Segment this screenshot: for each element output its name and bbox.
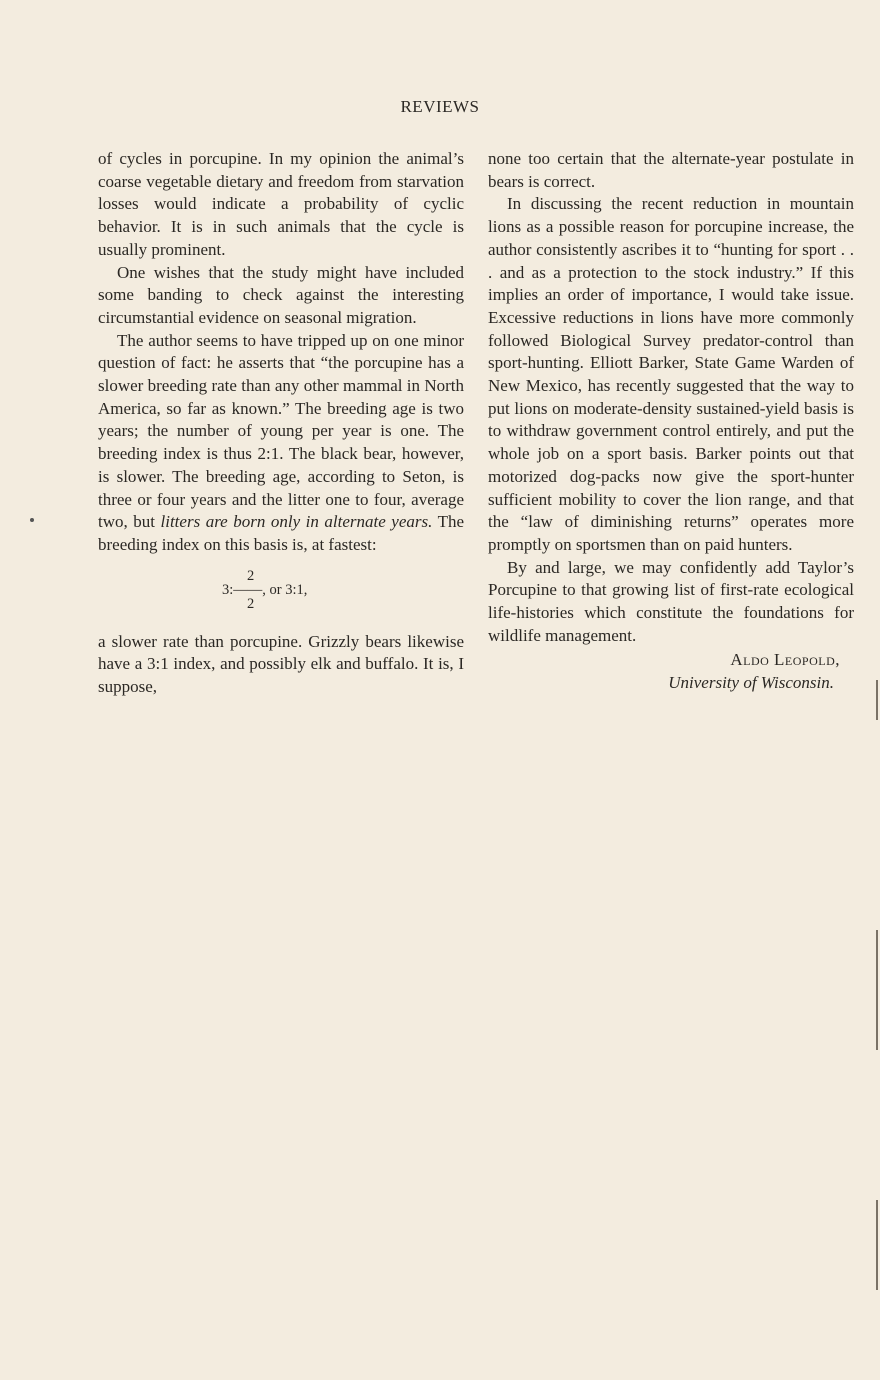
paragraph: a slower rate than porcupine. Grizzly bears likewise have a 3:1 index, and possibly elk and buffalo. It is, I suppose, <box>98 631 464 697</box>
formula-line: 3:——, or 3:1, <box>222 581 308 598</box>
paragraph: none too certain that the alternate-year postulate in bears is correct. <box>488 149 854 191</box>
signature <box>488 649 854 694</box>
left-column <box>98 148 464 699</box>
paragraph <box>98 330 464 557</box>
paragraph: of cycles in porcupine. In my opinion the animal’s coarse vegetable dietary and freedom from starvation losses would indicate a probability of cyclic behavior. It is in such animals that the cycle is usually prominent. <box>98 149 464 259</box>
paper-speck <box>30 518 34 522</box>
author-name: Aldo Leopold, <box>730 650 840 670</box>
paragraph: In discussing the recent reduction in mountain lions as a possible reason for porcupine increase, the author consistently ascribes it to “hunting for sport . . . and as a protection to the stock industry.” If this implies an order of importance, I would take issue. Excessive reductions in lions have more commonly followed Biological Survey predator-control than sport-hunting. Elliott Barker, State Game Warden of New Mexico, has recently suggested that the way to put lions on moderate-density sustained-yield basis is to withdraw government control entirely, and put the whole job on a sport basis. Barker points out that motorized dog-packs now give the sport-hunter sufficient mobility to cover the lion range, and that the “law of diminishing returns” operates more promptly on sportsmen than on paid hunters. <box>488 194 854 554</box>
page-edge-mark <box>876 930 878 1050</box>
paragraph: By and large, we may confidently add Taylor’s Porcupine to that growing list of first-rate ecological life-histories which constitute the foundations for wildlife management. <box>488 557 854 645</box>
formula-denominator: 2 <box>247 595 255 612</box>
formula-numerator: 2 <box>247 567 255 584</box>
right-column <box>488 148 854 695</box>
page-edge-mark <box>876 1200 878 1290</box>
paragraph-text: The breeding index on this basis is, at fastest: <box>98 512 465 554</box>
author-affiliation: University of Wisconsin. <box>668 673 834 693</box>
italic-emphasis: litters are born only in alternate years. <box>160 512 433 532</box>
paragraph-text: The author seems to have tripped up on one minor question of fact: he asserts that “the porcupine has a slower breeding rate than any other mammal in North America, so far as known.” The breeding age is two years; the number of young per year is one. The breeding index is thus 2:1. The black bear, however, is slower. The breeding age, according to Seton, is three or four years and the litter one to four, average two, but <box>98 330 464 532</box>
breeding-index-formula <box>98 565 464 623</box>
paragraph: One wishes that the study might have included some banding to check against the interesting circumstantial evidence on seasonal migration. <box>98 262 464 327</box>
running-header: REVIEWS <box>400 97 480 116</box>
page-edge-mark <box>876 680 878 720</box>
